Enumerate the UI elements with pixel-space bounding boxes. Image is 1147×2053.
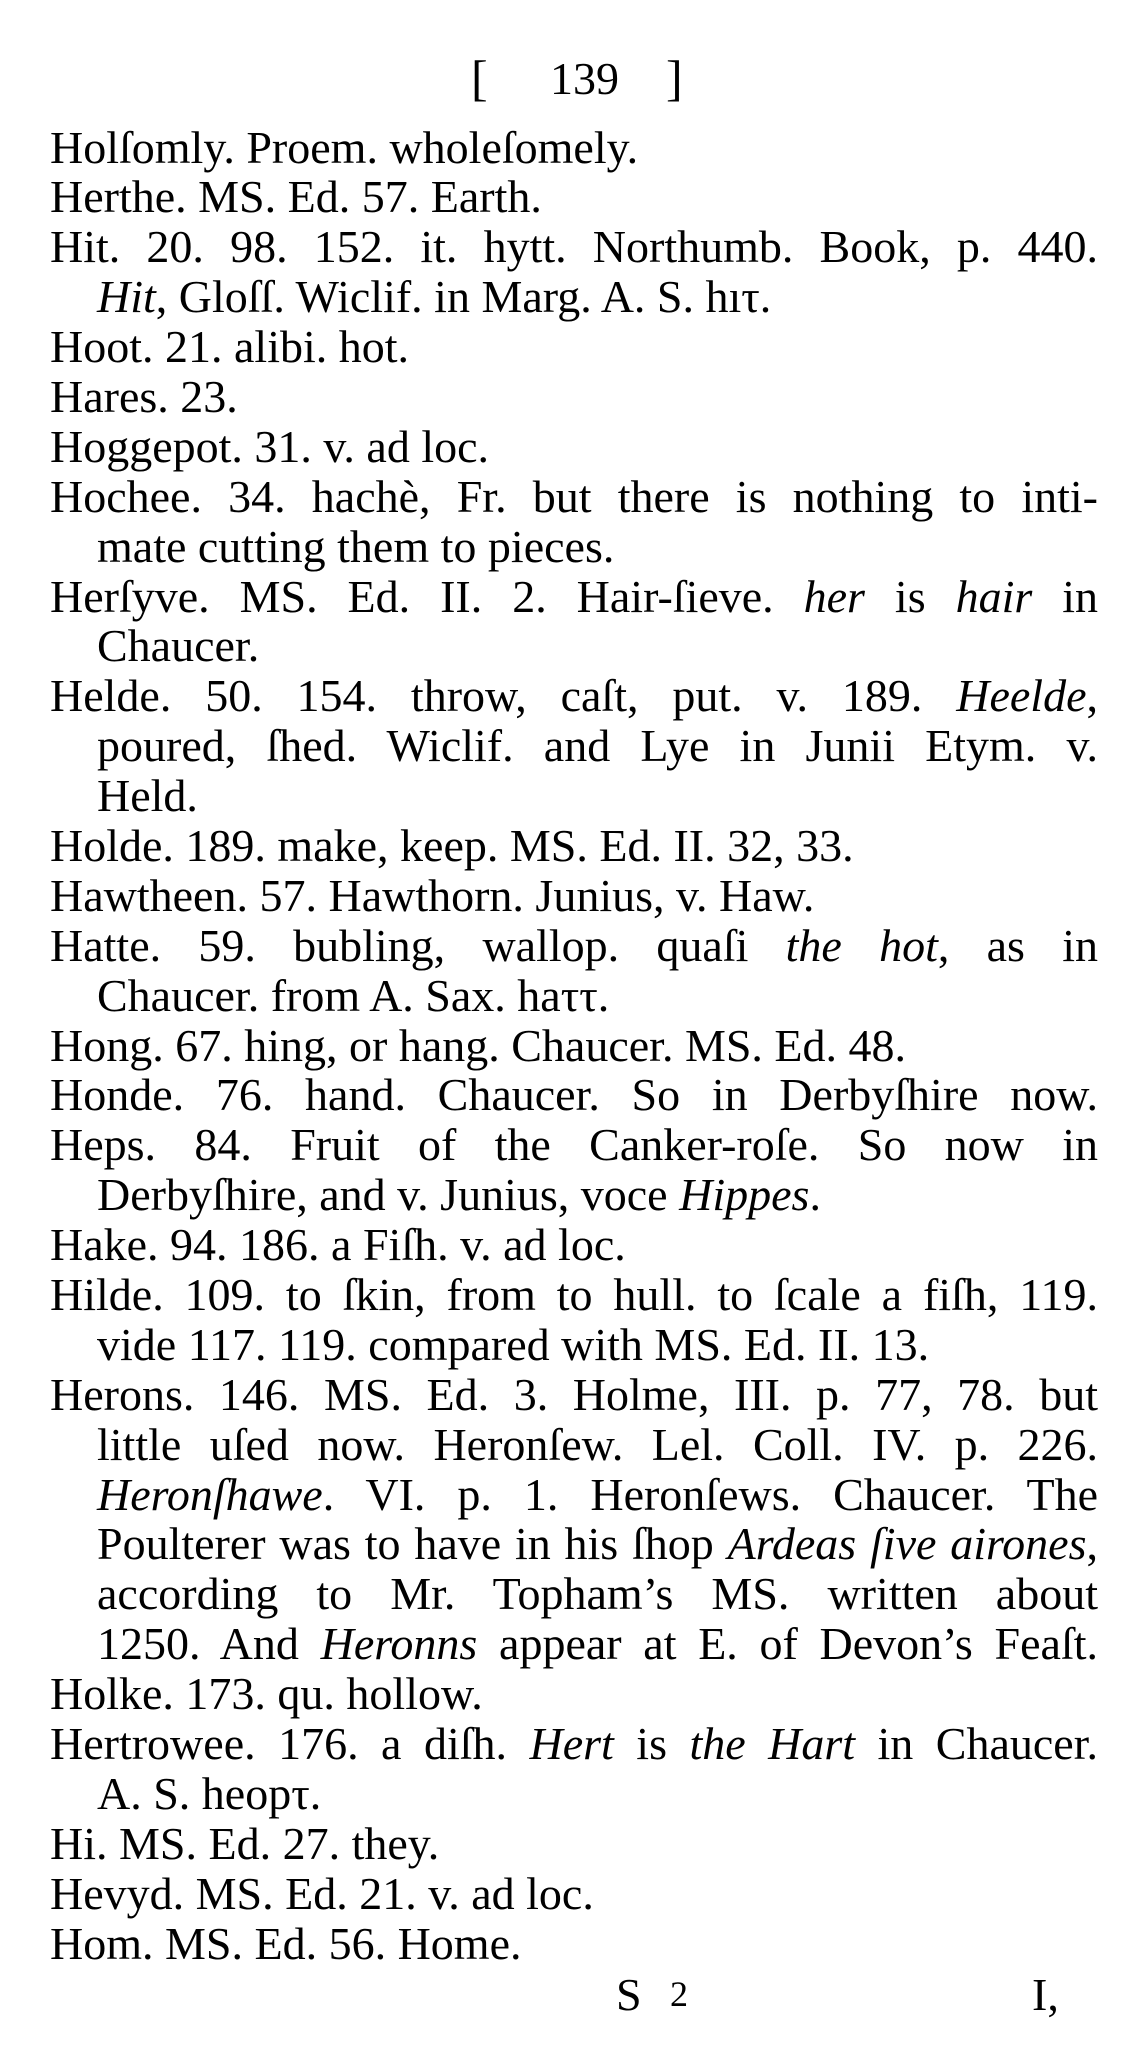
italic-text: Heelde <box>956 670 1087 722</box>
signature-mark-letter: S <box>616 1968 642 2020</box>
text-line: Hi. MS. Ed. 27. they. <box>50 1817 440 1869</box>
text-line: Hong. 67. hing, or hang. Chaucer. MS. Ed. 48. <box>50 1019 907 1071</box>
entry-herthe <box>50 172 1098 222</box>
entry-continuation <box>97 771 1098 821</box>
text-line: Hilde. 109. to ſkin, from to hull. to ſcale a fiſh, 119. <box>50 1268 1098 1320</box>
text-line: , <box>1086 1518 1098 1570</box>
text-line: Hertrowee. 176. a diſh. <box>50 1718 530 1769</box>
entry-hochee <box>50 472 1098 522</box>
entry-continuation <box>97 1619 1098 1669</box>
entry-hares <box>50 372 1098 422</box>
entry-continuation <box>97 1470 1098 1520</box>
text-line: is <box>613 1718 690 1769</box>
entry-hake <box>50 1220 1098 1270</box>
text-line: appear at E. of Devon’s Feaſt. <box>477 1618 1099 1670</box>
text-line: Hoggepot. 31. v. ad loc. <box>50 420 490 472</box>
entry-hertrowee <box>50 1719 1098 1769</box>
text-line: Herthe. MS. Ed. 57. Earth. <box>50 171 542 223</box>
entry-continuation <box>97 1320 1098 1370</box>
entry-honde <box>50 1070 1098 1120</box>
entry-hit <box>50 222 1098 272</box>
text-line: . VI. p. 1. Heronſews. Chaucer. The <box>322 1468 1098 1520</box>
text-line: little uſed now. Heronſew. Lel. Coll. IV. p. 226. <box>97 1418 1098 1470</box>
text-line: Helde. 50. 154. throw, caſt, put. v. 189. <box>50 670 957 722</box>
entry-continuation <box>97 1420 1098 1470</box>
text-line: Held. <box>97 770 198 822</box>
entry-continuation <box>97 971 1098 1021</box>
page-number-open-bracket: [ <box>471 50 488 106</box>
entry-continuation <box>97 621 1098 671</box>
text-line: Derbyſhire, and v. Junius, voce <box>97 1169 680 1221</box>
text-line: Hoot. 21. alibi. hot. <box>50 321 410 373</box>
text-line: Hom. MS. Ed. 56. Home. <box>50 1917 522 1969</box>
italic-text: Hit <box>97 271 156 323</box>
italic-text: her <box>803 570 865 622</box>
text-line: Hares. 23. <box>50 370 238 422</box>
entry-hevyd <box>50 1869 1098 1919</box>
text-line: mate cutting them to pieces. <box>97 520 615 572</box>
entry-continuation <box>97 522 1098 572</box>
entry-hoot <box>50 322 1098 372</box>
text-line: Heps. 84. Fruit of the Canker-roſe. So now in <box>50 1119 1098 1171</box>
italic-text: hair <box>955 570 1033 622</box>
entry-hom <box>50 1919 1098 1969</box>
text-line: . <box>809 1169 821 1221</box>
text-line: poured, ſhed. Wiclif. and Lye in Junii Etym. v. <box>97 720 1098 772</box>
text-line: Holke. 173. qu. hollow. <box>50 1668 483 1720</box>
entry-hoggepot <box>50 422 1098 472</box>
italic-text: Hippes <box>679 1169 810 1221</box>
entry-continuation <box>97 1170 1098 1220</box>
italic-text: Hert <box>529 1718 614 1769</box>
text-line: , Gloſſ. Wiclif. in Marg. A. S. hıτ. <box>155 271 772 323</box>
text-line: Poulterer was to have in his ſhop <box>97 1518 728 1570</box>
text-line: Herſyve. MS. Ed. II. 2. Hair-ſieve. <box>50 570 804 622</box>
italic-text: Ardeas ſive airones <box>727 1518 1087 1570</box>
text-line: , as in <box>937 919 1098 971</box>
page-number-close-bracket: ] <box>666 50 683 106</box>
entry-heps <box>50 1120 1098 1170</box>
text-line: Hake. 94. 186. a Fiſh. v. ad loc. <box>50 1219 626 1271</box>
italic-text: the hot <box>785 919 938 971</box>
text-line: Holde. 189. make, keep. MS. Ed. II. 32, 33. <box>50 819 854 871</box>
italic-text: the Hart <box>689 1718 856 1769</box>
text-line: Hatte. 59. bubling, wallop. quaſi <box>50 919 786 971</box>
text-line: is <box>864 570 956 622</box>
text-line: vide 117. 119. compared with MS. Ed. II. 13. <box>97 1318 930 1370</box>
text-line: Holſomly. Proem. wholeſomely. <box>50 121 639 173</box>
page-footer <box>0 1970 1147 2020</box>
text-line: Chaucer. <box>97 620 260 672</box>
signature-mark-number: 2 <box>670 1973 688 2014</box>
entry-holsomly <box>50 123 1098 173</box>
entry-continuation <box>97 1769 1098 1819</box>
italic-text: Heronſhawe <box>97 1468 323 1520</box>
entry-hi <box>50 1819 1098 1869</box>
italic-text: Heronns <box>320 1618 478 1670</box>
text-line: in Chaucer. <box>855 1718 1098 1769</box>
entry-holke <box>50 1669 1098 1719</box>
text-line: 1250. And <box>97 1618 321 1670</box>
entry-continuation <box>97 1519 1098 1569</box>
text-line: Hevyd. MS. Ed. 21. v. ad loc. <box>50 1867 594 1919</box>
page-header <box>0 50 1147 106</box>
entry-continuation <box>97 272 1098 322</box>
entry-continuation <box>97 1569 1098 1619</box>
entry-continuation <box>97 721 1098 771</box>
entry-hong <box>50 1021 1098 1071</box>
text-line: Herons. 146. MS. Ed. 3. Holme, III. p. 77, 78. but <box>50 1368 1098 1420</box>
text-line: Hochee. 34. hachè, Fr. but there is nothing to inti- <box>50 470 1098 522</box>
entry-hilde <box>50 1270 1098 1320</box>
text-line: Hit. 20. 98. 152. it. hytt. Northumb. Book, p. 440. <box>50 221 1098 273</box>
entry-herons <box>50 1370 1098 1420</box>
text-line: according to Mr. Topham’s MS. written about <box>97 1568 1098 1620</box>
text-line: Chaucer. from A. Sax. haττ. <box>97 969 610 1021</box>
glossary-entries <box>50 123 1098 1969</box>
catchword: I, <box>1032 1968 1059 2020</box>
page-number: 139 <box>550 53 619 104</box>
entry-hawtheen <box>50 871 1098 921</box>
text-line: Honde. 76. hand. Chaucer. So in Derbyſhire now. <box>50 1069 1098 1121</box>
text-line: , <box>1086 670 1098 722</box>
entry-hatte <box>50 921 1098 971</box>
entry-hersyve <box>50 572 1098 622</box>
entry-holde <box>50 821 1098 871</box>
entry-helde <box>50 671 1098 721</box>
text-line: A. S. heopτ. <box>97 1767 322 1819</box>
text-line: Hawtheen. 57. Hawthorn. Junius, v. Haw. <box>50 869 815 921</box>
text-line: in <box>1032 570 1099 622</box>
